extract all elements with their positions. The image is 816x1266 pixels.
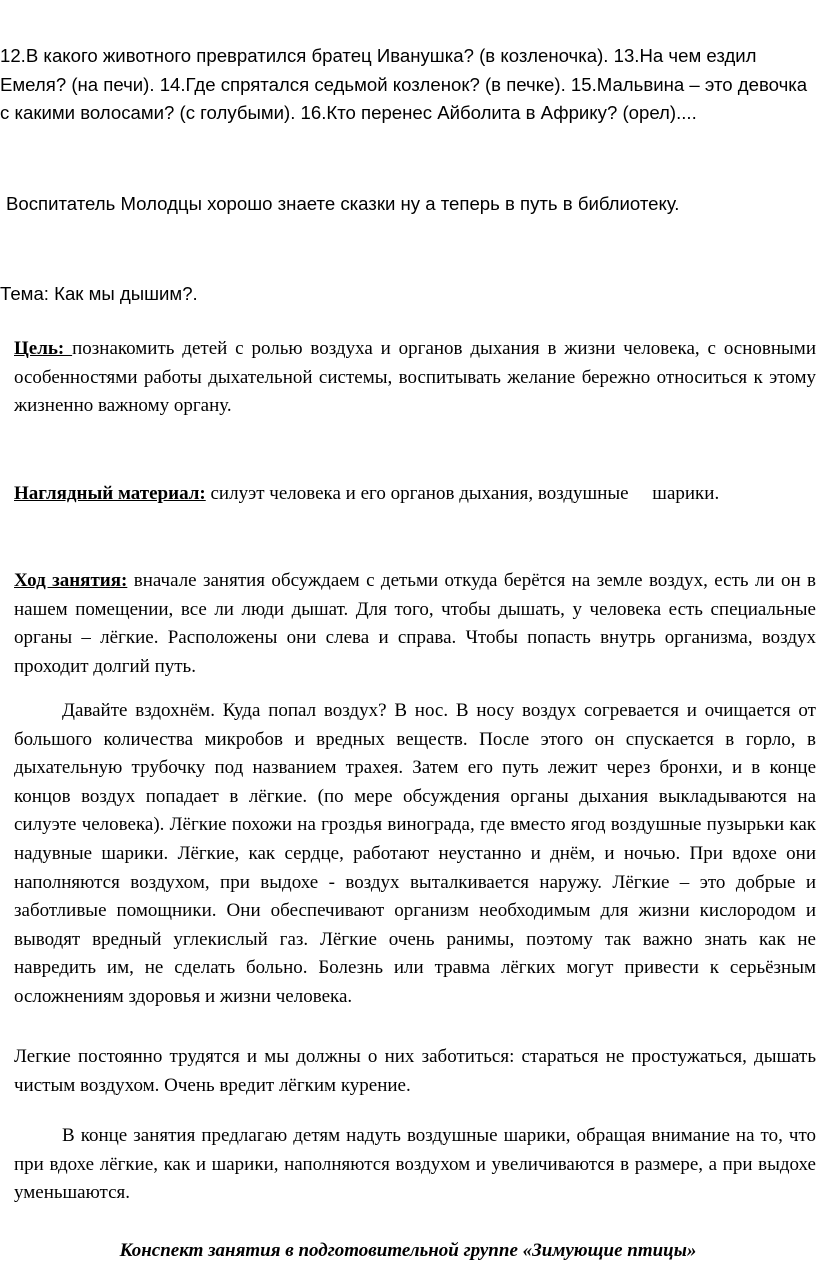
next-section-title: Конспект занятия в подготовительной группе «Зимующие птицы»	[119, 1240, 697, 1261]
breath-paragraph: Давайте вздохнём. Куда попал воздух? В нос. В носу воздух согревается и очищается от большого количества микробов и вредных веществ. После этого он спускается в горло, в дыхательную трубочку под названием трахея. Затем его путь лежит через бронхи, и в конце концов воздух попадает в лёгкие. (по мере обсуждения органы дыхания выкладываются на силуэте человека). Лёгкие похожи на гроздья винограда, где вместо ягод воздушные пузырьки как надувные шарики. Лёгкие, как сердце, работают неустанно и днём, и ночью. При вдохе они наполняются воздухом, при выдохе - воздух выталкивается наружу. Лёгкие – это добрые и заботливые помощники. Они обеспечивают организм необходимым для жизни кислородом и выводят вредный углекислый газ. Лёгкие очень ранимы, поэтому так важно знать как не навредить им, не сделать больно. Болезнь или травма лёгких могут привести к серьёзным осложнениям здоровья и жизни человека.	[14, 700, 816, 1007]
end-paragraph: В конце занятия предлагаю детям надуть воздушные шарики, обращая внимание на то, что при вдохе лёгкие, как и шарики, наполняются воздухом и увеличиваются в размере, а при выдохе уменьшаются.	[14, 1125, 816, 1204]
goal-paragraph	[14, 335, 816, 421]
materials-paragraph	[14, 480, 816, 509]
educator-line: Воспитатель Молодцы хорошо знаете сказки ну а теперь в путь в библиотеку.	[6, 193, 680, 214]
quiz-paragraph: 12.В какого животного превратился братец Иванушка? (в козленочка). 13.На чем ездил Емеля? (на печи). 14.Где спрятался седьмой козленок? (в печке). 15.Мальвина – это девочка с какими волосами? (с голубыми). 16.Кто перенес Айболита в Африку? (орел)....	[0, 45, 808, 124]
topic-line: Тема: Как мы дышим?.	[0, 283, 198, 304]
materials-label: Наглядный материал:	[14, 483, 206, 504]
lesson-label: Ход занятия:	[14, 570, 128, 591]
lesson-paragraph	[14, 567, 816, 681]
materials-text: силуэт человека и его органов дыхания, воздушные шарики.	[205, 483, 720, 504]
care-paragraph: Легкие постоянно трудятся и мы должны о них заботиться: стараться не простужаться, дышать чистым воздухом. Очень вредит лёгким курение.	[14, 1046, 816, 1096]
goal-text: познакомить детей с ролью воздуха и органов дыхания в жизни человека, с основными особенностями работы дыхательной системы, воспитывать желание бережно относиться к этому жизненно важному органу.	[14, 338, 816, 417]
lesson-text: вначале занятия обсуждаем с детьми откуда берётся на земле воздух, есть ли он в нашем помещении, все ли люди дышат. Для того, чтобы дышать, у человека есть специальные органы – лёгкие. Расположены они слева и справа. Чтобы попасть внутрь организма, воздух проходит долгий путь.	[14, 570, 816, 677]
goal-label: Цель:	[14, 338, 73, 359]
